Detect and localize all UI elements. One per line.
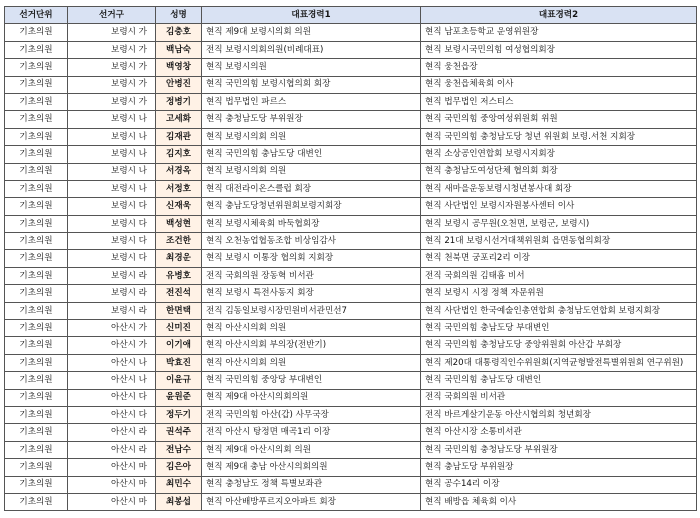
table-body <box>5 24 697 511</box>
cell-district: 보령시 나 <box>68 128 156 145</box>
cell-district: 아산시 나 <box>68 354 156 371</box>
table-row <box>5 441 697 458</box>
cell-name: 서경옥 <box>156 163 202 180</box>
cell-name: 안병진 <box>156 76 202 93</box>
cell-election-unit: 기초의원 <box>5 337 68 354</box>
cell-district: 보령시 나 <box>68 146 156 163</box>
table-row <box>5 320 697 337</box>
cell-district: 보령시 다 <box>68 233 156 250</box>
cell-name: 신재욱 <box>156 198 202 215</box>
cell-career-1: 현직 보령시 이통장 협의회 지회장 <box>202 250 421 267</box>
cell-career-2: 현직 제20대 대통령직인수위원회(지역균형발전특별위원회 연구위원) <box>421 354 697 371</box>
cell-election-unit: 기초의원 <box>5 233 68 250</box>
cell-career-2: 현직 배방읍 체육회 이사 <box>421 493 697 510</box>
cell-district: 아산시 가 <box>68 337 156 354</box>
cell-election-unit: 기초의원 <box>5 372 68 389</box>
table-row <box>5 302 697 319</box>
cell-election-unit: 기초의원 <box>5 389 68 406</box>
header-career-1: 대표경력1 <box>202 7 421 24</box>
cell-district: 보령시 라 <box>68 267 156 284</box>
cell-career-2: 현직 국민의힘 충남도당 부대변인 <box>421 320 697 337</box>
cell-career-1: 현직 제9대 아산시의회의원 <box>202 389 421 406</box>
table-row <box>5 180 697 197</box>
cell-career-1: 현직 국민의힘 중앙당 부대변인 <box>202 372 421 389</box>
cell-career-1: 현직 제9대 보령시의회 의원 <box>202 24 421 41</box>
cell-name: 전남수 <box>156 441 202 458</box>
cell-career-2: 전직 바르게살기운동 아산시협의회 청년회장 <box>421 406 697 423</box>
cell-district: 아산시 라 <box>68 424 156 441</box>
cell-district: 아산시 다 <box>68 389 156 406</box>
cell-career-2: 현직 아산시장 소통비서관 <box>421 424 697 441</box>
table-row <box>5 406 697 423</box>
cell-career-1: 현직 법무법인 파르스 <box>202 93 421 110</box>
cell-district: 보령시 나 <box>68 111 156 128</box>
cell-election-unit: 기초의원 <box>5 302 68 319</box>
cell-career-2: 현직 충남도당 부위원장 <box>421 459 697 476</box>
cell-district: 아산시 라 <box>68 441 156 458</box>
cell-election-unit: 기초의원 <box>5 128 68 145</box>
cell-election-unit: 기초의원 <box>5 180 68 197</box>
cell-career-1: 현직 보령시의회 의원 <box>202 163 421 180</box>
cell-name: 이윤규 <box>156 372 202 389</box>
table-row <box>5 476 697 493</box>
cell-district: 아산시 가 <box>68 320 156 337</box>
cell-name: 권석주 <box>156 424 202 441</box>
table-row <box>5 128 697 145</box>
cell-career-1: 현직 국민의힘 충남도당 대변인 <box>202 146 421 163</box>
cell-election-unit: 기초의원 <box>5 459 68 476</box>
cell-district: 아산시 다 <box>68 406 156 423</box>
cell-name: 유병호 <box>156 267 202 284</box>
cell-name: 최경운 <box>156 250 202 267</box>
table-row <box>5 493 697 510</box>
cell-name: 조건한 <box>156 233 202 250</box>
cell-career-1: 현직 충남도당청년위원회보령지회장 <box>202 198 421 215</box>
table-header-row <box>5 7 697 24</box>
cell-name: 박효진 <box>156 354 202 371</box>
cell-career-1: 현직 국민의힘 보령시협의회 회장 <box>202 76 421 93</box>
cell-election-unit: 기초의원 <box>5 250 68 267</box>
cell-district: 보령시 가 <box>68 59 156 76</box>
cell-career-1: 현직 보령시의원 <box>202 59 421 76</box>
cell-election-unit: 기초의원 <box>5 215 68 232</box>
cell-election-unit: 기초의원 <box>5 24 68 41</box>
cell-career-2: 현직 국민의힘 충청남도당 중앙위원회 아산갑 부회장 <box>421 337 697 354</box>
cell-career-1: 전직 김동일보령시장민원비서관민선7 <box>202 302 421 319</box>
cell-career-1: 현직 오천농업협동조합 비상임감사 <box>202 233 421 250</box>
cell-name: 최민수 <box>156 476 202 493</box>
cell-election-unit: 기초의원 <box>5 267 68 284</box>
cell-name: 백영창 <box>156 59 202 76</box>
cell-name: 최봉섭 <box>156 493 202 510</box>
table-row <box>5 198 697 215</box>
table-row <box>5 76 697 93</box>
cell-career-2: 전직 국회의원 김태흠 비서 <box>421 267 697 284</box>
cell-career-2: 현직 새마을운동보령시청년봉사대 회장 <box>421 180 697 197</box>
cell-election-unit: 기초의원 <box>5 285 68 302</box>
cell-career-1: 전직 보령시의회의원(비례대표) <box>202 41 421 58</box>
cell-election-unit: 기초의원 <box>5 406 68 423</box>
cell-name: 이기애 <box>156 337 202 354</box>
cell-election-unit: 기초의원 <box>5 198 68 215</box>
cell-district: 보령시 라 <box>68 285 156 302</box>
header-name: 성명 <box>156 7 202 24</box>
cell-election-unit: 기초의원 <box>5 93 68 110</box>
cell-career-2: 현직 보령시 시정 정책 자문위원 <box>421 285 697 302</box>
table-row <box>5 111 697 128</box>
table-row <box>5 389 697 406</box>
cell-career-1: 전직 아산시 탕정면 매곡1리 이장 <box>202 424 421 441</box>
cell-name: 정병기 <box>156 93 202 110</box>
cell-district: 보령시 가 <box>68 93 156 110</box>
cell-election-unit: 기초의원 <box>5 163 68 180</box>
table-row <box>5 285 697 302</box>
cell-career-1: 현직 제9대 충남 아산시의회의원 <box>202 459 421 476</box>
cell-career-2: 현직 보령시 공무원(오천면, 보령군, 보령시) <box>421 215 697 232</box>
cell-career-2: 현직 소상공인연합회 보령시지회장 <box>421 146 697 163</box>
cell-name: 백성현 <box>156 215 202 232</box>
table-row <box>5 250 697 267</box>
cell-career-2: 현직 국민의힘 중앙여성위원회 위원 <box>421 111 697 128</box>
table-row <box>5 233 697 250</box>
cell-name: 한면택 <box>156 302 202 319</box>
cell-career-2: 현직 국민의힘 충청남도당 청년 위원회 보령.서천 지회장 <box>421 128 697 145</box>
cell-election-unit: 기초의원 <box>5 493 68 510</box>
cell-career-2: 현직 사단법인 보령시자원봉사센터 이사 <box>421 198 697 215</box>
cell-career-1: 현직 아산배방푸르지오아파트 회장 <box>202 493 421 510</box>
cell-career-2: 전직 국회의원 비서관 <box>421 389 697 406</box>
cell-election-unit: 기초의원 <box>5 59 68 76</box>
cell-career-1: 현직 충청남도당 부위원장 <box>202 111 421 128</box>
cell-career-2: 현직 보령시국민의힘 여성협의회장 <box>421 41 697 58</box>
candidate-table <box>4 6 697 511</box>
cell-career-1: 현직 충청남도 정책 특별보좌관 <box>202 476 421 493</box>
cell-career-2: 현직 사단법인 한국예술인총연합회 충청남도연합회 보령지회장 <box>421 302 697 319</box>
table-row <box>5 163 697 180</box>
table-row <box>5 59 697 76</box>
cell-district: 보령시 나 <box>68 163 156 180</box>
cell-district: 보령시 가 <box>68 76 156 93</box>
cell-career-1: 현직 아산시의회 부의장(전반기) <box>202 337 421 354</box>
cell-district: 보령시 라 <box>68 302 156 319</box>
header-election-unit: 선거단위 <box>5 7 68 24</box>
cell-district: 아산시 마 <box>68 459 156 476</box>
cell-election-unit: 기초의원 <box>5 320 68 337</box>
cell-career-1: 현직 대전라이온스클럽 회장 <box>202 180 421 197</box>
table-row <box>5 41 697 58</box>
cell-name: 김은아 <box>156 459 202 476</box>
cell-election-unit: 기초의원 <box>5 146 68 163</box>
cell-career-2: 현직 남포초등학교 운영위원장 <box>421 24 697 41</box>
table-row <box>5 24 697 41</box>
cell-name: 정두기 <box>156 406 202 423</box>
cell-district: 보령시 나 <box>68 180 156 197</box>
table-row <box>5 215 697 232</box>
cell-career-2: 현직 국민의힘 충청남도당 부위원장 <box>421 441 697 458</box>
cell-career-1: 현직 보령시체육회 바둑협회장 <box>202 215 421 232</box>
cell-name: 윤원준 <box>156 389 202 406</box>
cell-career-2: 현직 법무법인 저스티스 <box>421 93 697 110</box>
cell-name: 서정호 <box>156 180 202 197</box>
table-row <box>5 93 697 110</box>
cell-election-unit: 기초의원 <box>5 424 68 441</box>
table-row <box>5 354 697 371</box>
cell-name: 백남숙 <box>156 41 202 58</box>
cell-career-1: 현직 아산시의회 의원 <box>202 354 421 371</box>
cell-name: 전진석 <box>156 285 202 302</box>
cell-election-unit: 기초의원 <box>5 76 68 93</box>
cell-name: 김지호 <box>156 146 202 163</box>
cell-career-2: 현직 충청남도여성단체 협의회 회장 <box>421 163 697 180</box>
table-row <box>5 337 697 354</box>
cell-name: 신미진 <box>156 320 202 337</box>
cell-district: 아산시 마 <box>68 493 156 510</box>
cell-district: 보령시 다 <box>68 215 156 232</box>
cell-district: 아산시 마 <box>68 476 156 493</box>
cell-career-1: 전직 국민의힘 아산(갑) 사무국장 <box>202 406 421 423</box>
cell-career-1: 현직 제9대 아산시의회 의원 <box>202 441 421 458</box>
cell-career-2: 현직 천북면 궁포리2리 이장 <box>421 250 697 267</box>
table-row <box>5 267 697 284</box>
cell-career-1: 현직 아산시의회 의원 <box>202 320 421 337</box>
cell-name: 김재관 <box>156 128 202 145</box>
header-career-2: 대표경력2 <box>421 7 697 24</box>
candidate-table-wrapper <box>4 6 696 511</box>
table-row <box>5 146 697 163</box>
cell-election-unit: 기초의원 <box>5 441 68 458</box>
cell-career-1: 현직 보령시의회 의원 <box>202 128 421 145</box>
cell-career-1: 전직 국회의원 장동혁 비서관 <box>202 267 421 284</box>
table-row <box>5 459 697 476</box>
cell-district: 아산시 나 <box>68 372 156 389</box>
cell-election-unit: 기초의원 <box>5 354 68 371</box>
header-district: 선거구 <box>68 7 156 24</box>
cell-name: 김충호 <box>156 24 202 41</box>
cell-career-2: 현직 국민의힘 충남도당 대변인 <box>421 372 697 389</box>
table-row <box>5 372 697 389</box>
cell-district: 보령시 다 <box>68 198 156 215</box>
cell-election-unit: 기초의원 <box>5 476 68 493</box>
cell-name: 고세화 <box>156 111 202 128</box>
cell-district: 보령시 가 <box>68 41 156 58</box>
cell-career-2: 현직 21대 보령시선거대책위원회 읍면동협의회장 <box>421 233 697 250</box>
cell-election-unit: 기초의원 <box>5 41 68 58</box>
table-row <box>5 424 697 441</box>
cell-district: 보령시 가 <box>68 24 156 41</box>
cell-career-2: 현직 공수14리 이장 <box>421 476 697 493</box>
cell-career-1: 현직 보령시 특전사동지 회장 <box>202 285 421 302</box>
cell-career-2: 현직 웅천읍체육회 이사 <box>421 76 697 93</box>
cell-district: 보령시 다 <box>68 250 156 267</box>
cell-career-2: 현직 웅천읍장 <box>421 59 697 76</box>
cell-election-unit: 기초의원 <box>5 111 68 128</box>
